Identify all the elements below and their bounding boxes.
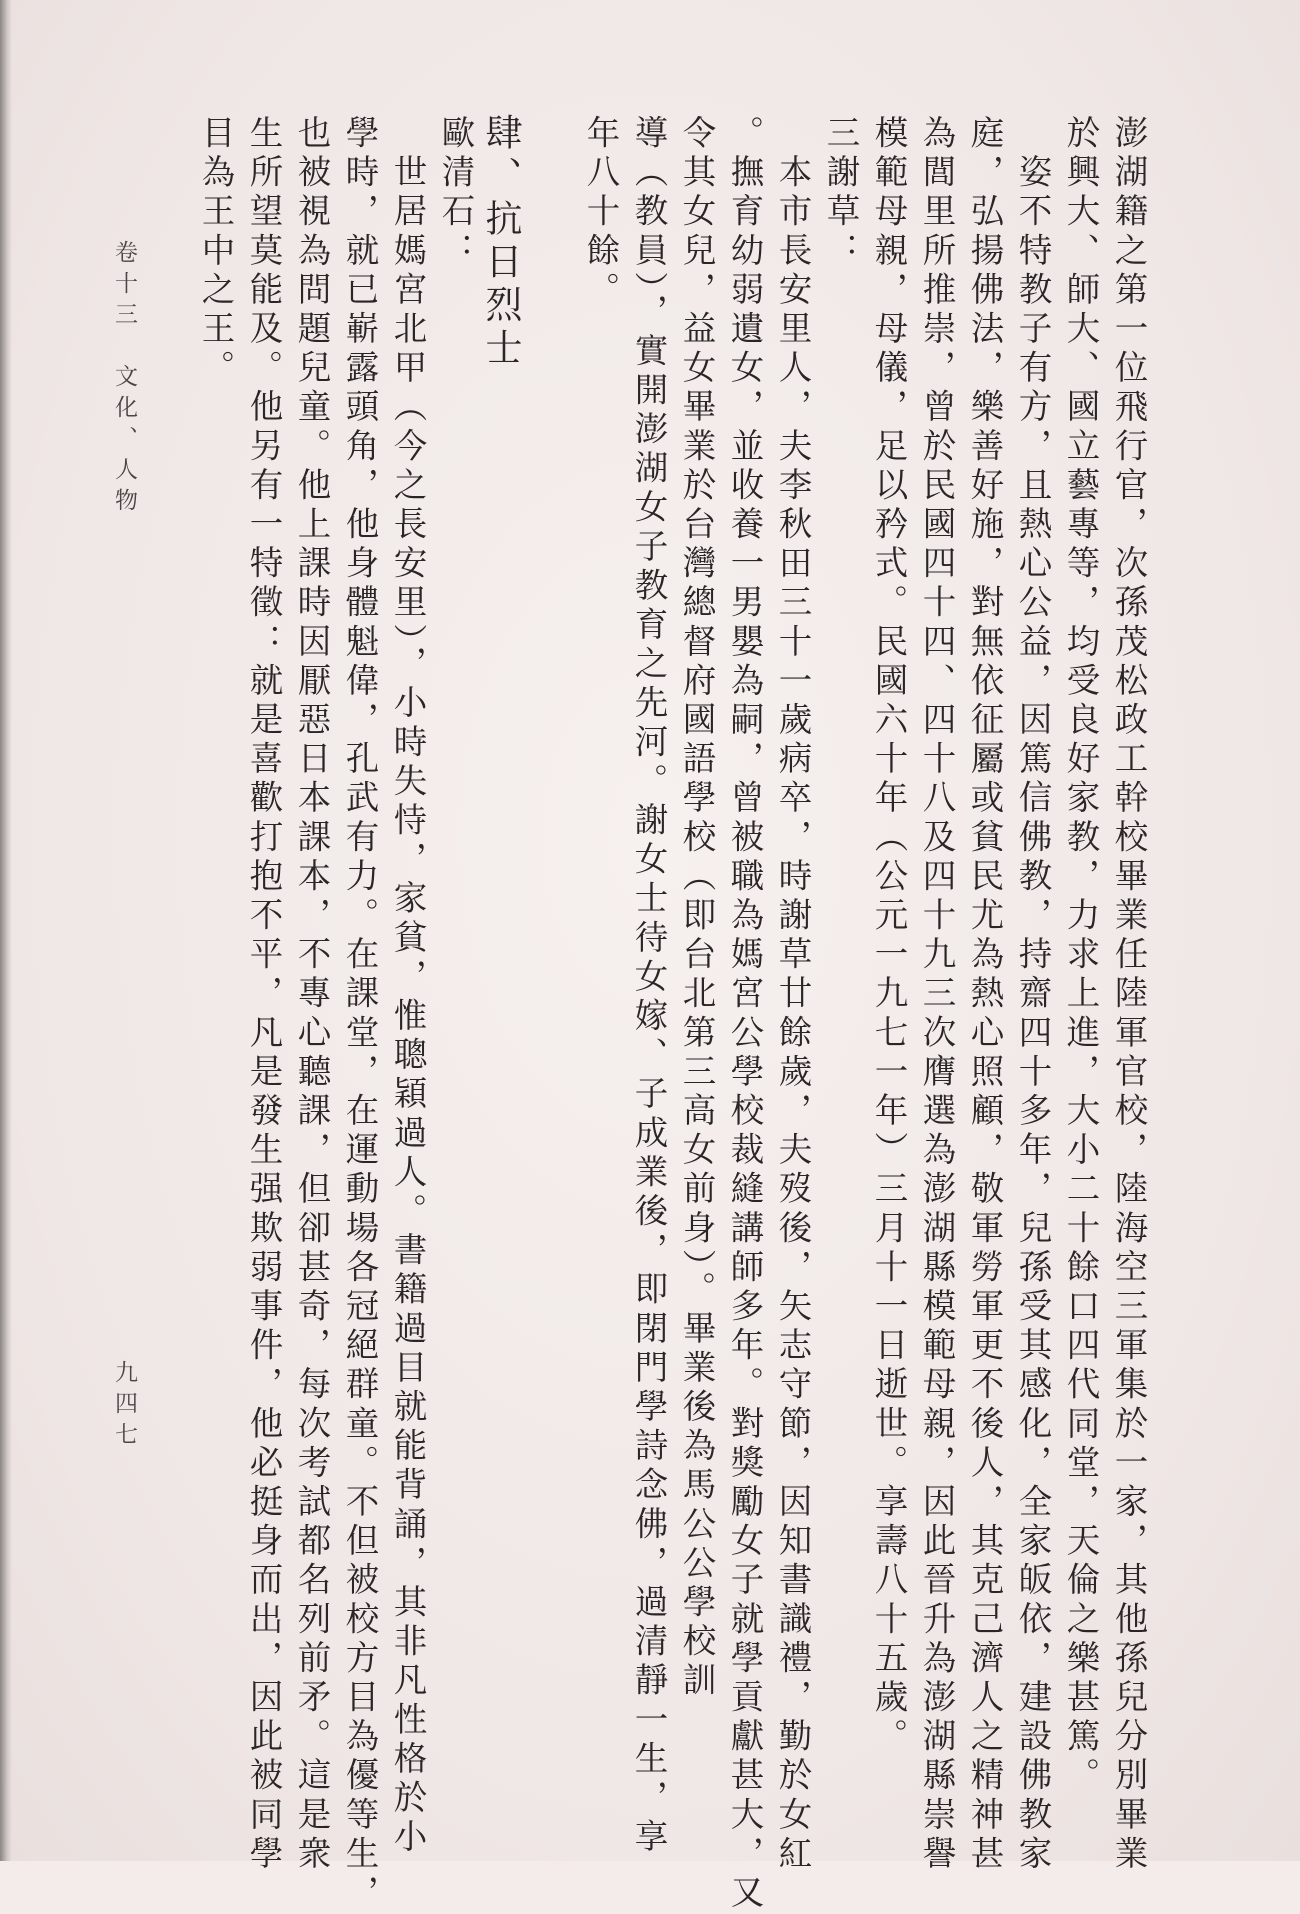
text-column: 為閭里所推崇，曾於民國四十四、四十八及四十九三次膺選為澎湖縣模範母親，因此晉升為澎湖縣崇譽 — [917, 115, 956, 1875]
text-column: 目為王中之王。 — [196, 115, 235, 389]
text-column: 學時，就已嶄露頭角，他身體魁偉，孔武有力。在課堂，在運動場各冠絕群童。不但被校方目為優等生， — [340, 115, 379, 1914]
page-number: 九四七 — [111, 1360, 137, 1453]
chapter-heading: 肆、抗日烈士 — [479, 113, 522, 371]
text-column: 生所望莫能及。他另有一特徵：就是喜歡打抱不平，凡是發生强欺弱事件，他必挺身而出，因此被同學 — [244, 115, 283, 1875]
text-column: 世居媽宮北甲（今之長安里），小時失恃，家貧，惟聰穎過人。書籍過目就能背誦，其非凡性格於小 — [388, 115, 427, 1858]
text-column: 姿不特教子有方，且熱心公益，因篤信佛教，持齋四十多年，兒孫受其感化，全家皈依，建設佛教家 — [1013, 115, 1052, 1875]
text-column: 模範母親，母儀，足以矜式。民國六十年（公元一九七一年）三月十一日逝世。享壽八十五歲。 — [869, 115, 908, 1758]
section-heading: 三謝草： — [821, 115, 860, 272]
text-column: 本市長安里人，夫李秋田三十一歲病卒，時謝草廿餘歲，夫歿後，矢志守節，因知書識禮，勤於女紅 — [773, 115, 812, 1875]
text-column: 於興大、師大、國立藝專等，均受良好家教，力求上進，大小二十餘口四代同堂，天倫之樂甚篤。 — [1061, 115, 1100, 1797]
chapter-footer: 卷十三 文化、人物 — [111, 240, 137, 519]
text-column: 令其女兒，益女畢業於台灣總督府國語學校（即台北第三高女前身）。畢業後為馬公公學校訓 — [677, 115, 716, 1702]
text-column: 年八十餘。 — [581, 115, 620, 311]
text-column: 澎湖籍之第一位飛行官，次孫茂松政工幹校畢業任陸軍官校，陸海空三軍集於一家，其他孫兒分別畢業 — [1109, 115, 1148, 1875]
text-column: 庭，弘揚佛法，樂善好施，對無依征屬或貧民尤為熱心照顧，敬軍勞軍更不後人，其克己濟人之精神甚 — [965, 115, 1004, 1875]
text-column: 。撫育幼弱遺女，並收養一男嬰為嗣，曾被職為媽宮公學校裁縫講師多年。對獎勵女子就學貢獻甚大，又 — [725, 115, 764, 1914]
text-column: 導（教員），實開澎湖女子教育之先河。謝女士待女嫁、子成業後，即閉門學詩念佛，過清靜一生，享 — [629, 115, 668, 1858]
page-edge-shadow — [0, 0, 12, 1861]
person-name-heading: 歐清石： — [436, 115, 475, 272]
text-column: 也被視為問題兒童。他上課時因厭惡日本課本，不專心聽課，但卻甚奇，每次考試都名列前矛。這是衆 — [292, 115, 331, 1875]
